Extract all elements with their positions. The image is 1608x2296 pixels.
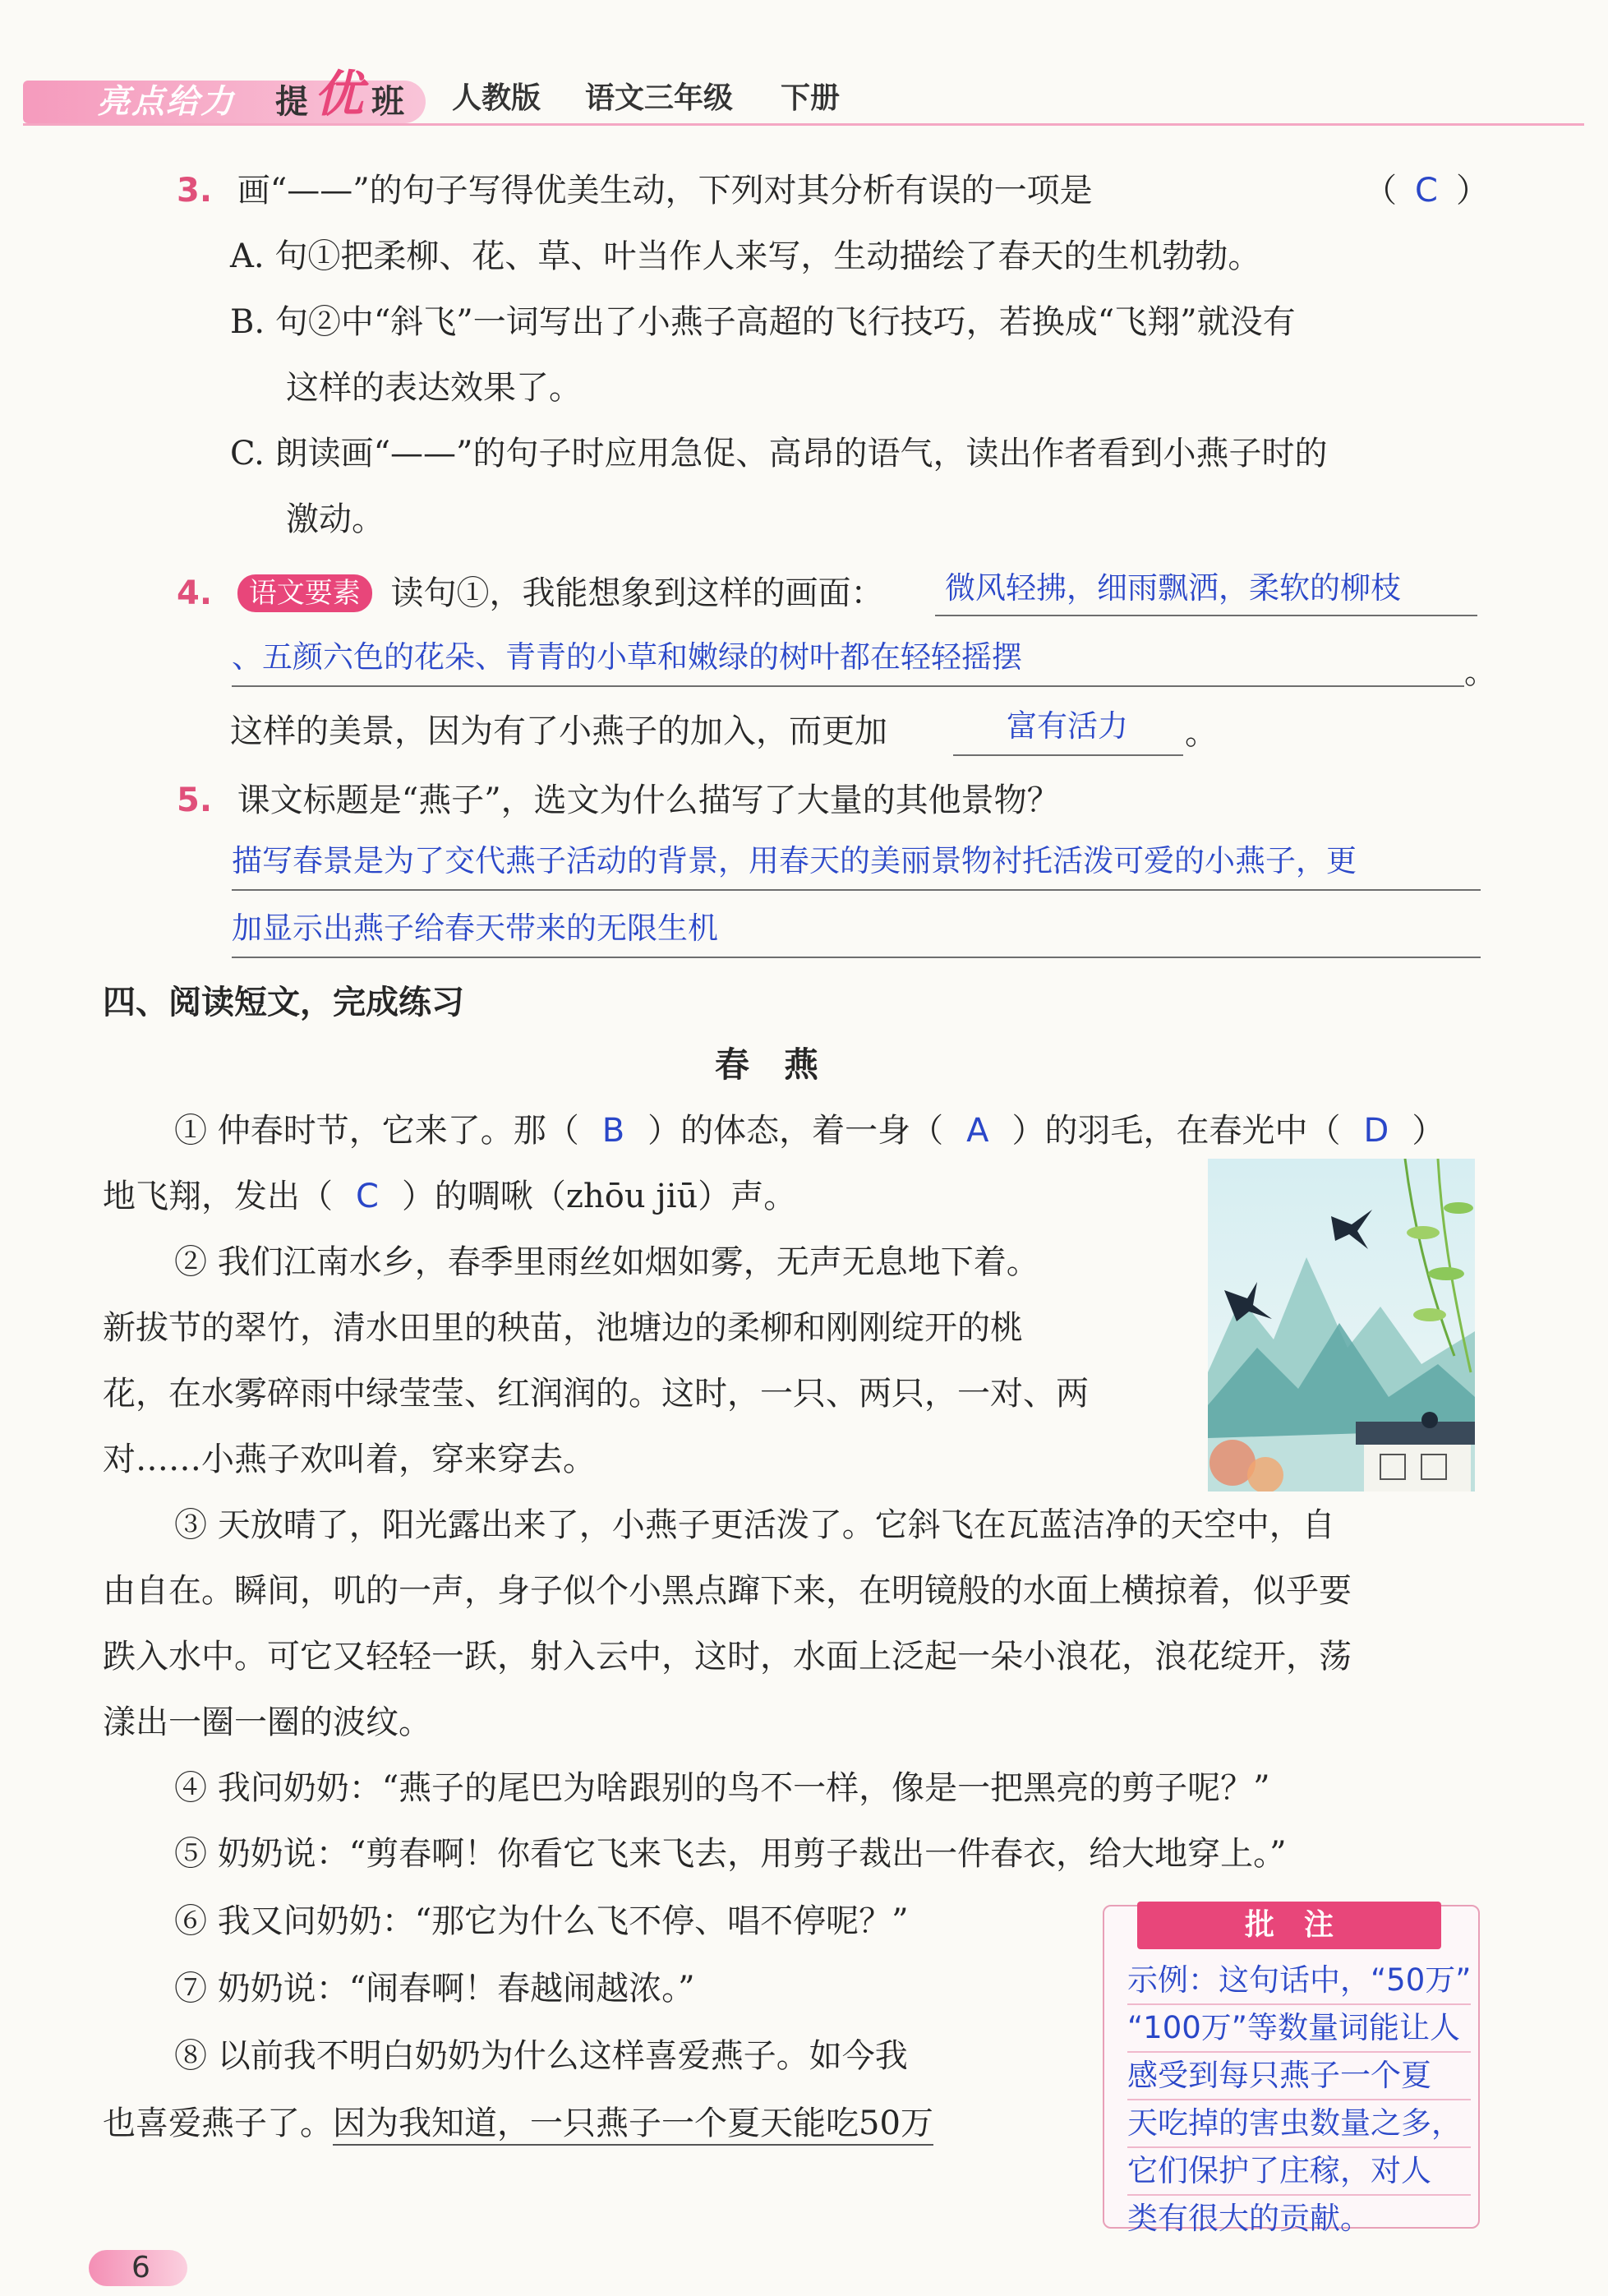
section-heading: 四、阅读短文，完成练习 — [103, 984, 464, 1021]
passage-p2-line2: 新拔节的翠竹，清水田里的秧苗，池塘边的柔柳和刚刚绽开的桃 — [103, 1309, 1023, 1347]
q3-option-b-line1: B. 句②中“斜飞”一词写出了小燕子高超的飞行技巧，若换成“飞翔”就没有 — [230, 303, 1296, 341]
p1-text-f: ）的啁啾（zhōu jiū）声。 — [401, 1178, 797, 1215]
brand-left: 亮点给力 — [97, 83, 235, 121]
passage-p3-line1: ③ 天放晴了，阳光露出来了，小燕子更活泼了。它斜飞在瓦蓝洁净的天空中，自 — [174, 1506, 1335, 1544]
passage-p2-line4: 对……小燕子欢叫着，穿来穿去。 — [103, 1441, 596, 1478]
passage-p6: ⑥ 我又问奶奶：“那它为什么飞不停、唱不停呢？” — [174, 1902, 909, 1940]
header-bar — [0, 0, 1608, 144]
q3-number: 3. — [177, 172, 213, 210]
q3-option-c-line2: 激动。 — [286, 500, 385, 538]
q3-paren-open: （ — [1364, 172, 1397, 210]
passage-p1-line1 — [174, 1108, 1444, 1154]
annotation-lines — [1127, 1957, 1471, 2242]
annotation-box — [1103, 1905, 1480, 2236]
q4-line3-text: 这样的美景，因为有了小燕子的加入，而更加 — [230, 712, 887, 750]
passage-p3-line3: 跌入水中。可它又轻轻一跃，射入云中，这时，水面上泛起一朵小浪花，浪花绽开，荡 — [103, 1638, 1352, 1676]
p1-text-d: ） — [1412, 1112, 1445, 1150]
q4-number: 4. — [177, 574, 213, 612]
passage-p7: ⑦ 奶奶说：“闹春啊！春越闹越浓。” — [174, 1970, 695, 2008]
p1-text-b: ）的体态，着一身（ — [647, 1112, 944, 1150]
brand-you: 优 — [314, 66, 363, 123]
annotation-title: 批 注 — [1137, 1902, 1441, 1949]
q4-answer-underline2 — [232, 685, 1464, 687]
q4-tag: 语文要素 — [237, 574, 372, 612]
q3-paren — [1364, 168, 1489, 214]
passage-p8-line2 — [103, 2100, 933, 2146]
q3-option-c-line1: C. 朗读画“——”的句子时应用急促、高昂的语气，读出作者看到小燕子时的 — [230, 435, 1328, 473]
q4-stem: 读句①，我能想象到这样的画面： — [390, 574, 884, 612]
passage-p3-line2: 由自在。瞬间，叽的一声，身子似个小黑点蹿下来，在明镜般的水面上横掠着，似乎要 — [103, 1572, 1352, 1610]
q3-option-a: A. 句①把柔柳、花、草、叶当作人来写，生动描绘了春天的生机勃勃。 — [230, 237, 1261, 275]
q5-answer-line1: 描写春景是为了交代燕子活动的背景，用春天的美丽景物衬托活泼可爱的小燕子，更 — [232, 843, 1357, 878]
annotation-line: 感受到每只燕子一个夏 — [1127, 2053, 1471, 2100]
edition-label: 人教版 — [452, 81, 541, 115]
annotation-line: 类有很大的贡献。 — [1127, 2201, 1371, 2236]
q4-answer-underline1 — [935, 615, 1477, 616]
volume-label: 下册 — [781, 81, 841, 115]
p8-underlined-sentence: 因为我知道，一只燕子一个夏天能吃50万 — [333, 2105, 933, 2146]
annotation-line: 天吃掉的害虫数量之多， — [1127, 2100, 1471, 2148]
passage-p3-line4: 漾出一圈一圈的波纹。 — [103, 1704, 431, 1741]
passage-p1-line2 — [103, 1173, 796, 1219]
q3-paren-close: ） — [1455, 172, 1489, 210]
q3-stem: 画“——”的句子写得优美生动，下列对其分析有误的一项是 — [237, 172, 1093, 210]
q4-answer-line3: 富有活力 — [1007, 708, 1128, 744]
q4-stem-line — [177, 570, 883, 616]
page-number: 6 — [131, 2251, 150, 2284]
subject-label: 语文三年级 — [585, 81, 734, 115]
q3-stem-line — [177, 168, 1093, 214]
q5-answer-line2: 加显示出燕子给春天带来的无限生机 — [232, 911, 718, 946]
q4-line2-end: 。 — [1464, 653, 1497, 691]
q5-number: 5. — [177, 781, 213, 819]
blank-4-answer: C — [356, 1178, 379, 1215]
brand-ban: 班 — [371, 83, 404, 121]
q5-stem-line — [177, 777, 1060, 823]
blank-2-answer: A — [966, 1112, 989, 1150]
annotation-line: 示例：这句话中，“50万” — [1127, 1957, 1471, 2005]
passage-title: 春 燕 — [715, 1044, 819, 1085]
passage-p8-line1: ⑧ 以前我不明白奶奶为什么这样喜爱燕子。如今我 — [174, 2037, 908, 2075]
annotation-line: “100万”等数量词能让人 — [1127, 2005, 1471, 2053]
swallow-illustration — [1208, 1159, 1475, 1491]
passage-p2-line3: 花，在水雾碎雨中绿莹莹、红润润的。这时，一只、两只，一对、两 — [103, 1375, 1089, 1413]
p1-text-e: 地飞翔，发出（ — [103, 1178, 333, 1215]
q3-answer: C — [1415, 172, 1438, 210]
p1-text-c: ）的羽毛，在春光中（ — [1011, 1112, 1341, 1150]
brand-ti: 提 — [275, 83, 308, 121]
q3-option-b-line2: 这样的表达效果了。 — [286, 369, 582, 407]
blank-1-answer: B — [601, 1112, 625, 1150]
p1-text-a: ① 仲春时节，它来了。那（ — [174, 1112, 579, 1150]
blank-3-answer: D — [1363, 1112, 1389, 1150]
header-underline — [23, 123, 1584, 126]
q4-answer-line1: 微风轻拂，细雨飘洒，柔软的柳枝 — [945, 570, 1401, 606]
annotation-line: 它们保护了庄稼，对人 — [1127, 2148, 1471, 2196]
q5-answer-underline1 — [232, 889, 1481, 891]
p8-text-a: 也喜爱燕子了。 — [103, 2105, 333, 2142]
passage-p2-line1: ② 我们江南水乡，春季里雨丝如烟如雾，无声无息地下着。 — [174, 1243, 1039, 1281]
q4-answer-line2: 、五颜六色的花朵、青青的小草和嫩绿的树叶都在轻轻摇摆 — [232, 639, 1022, 675]
q4-line3-end: 。 — [1185, 714, 1218, 752]
passage-p5: ⑤ 奶奶说：“剪春啊！你看它飞来飞去，用剪子裁出一件春衣，给大地穿上。” — [174, 1835, 1287, 1873]
q5-stem: 课文标题是“燕子”，选文为什么描写了大量的其他景物？ — [237, 781, 1060, 819]
passage-p4: ④ 我问奶奶：“燕子的尾巴为啥跟别的鸟不一样，像是一把黑亮的剪子呢？” — [174, 1769, 1270, 1807]
q4-answer-underline3 — [953, 754, 1183, 756]
q5-answer-underline2 — [232, 957, 1481, 958]
